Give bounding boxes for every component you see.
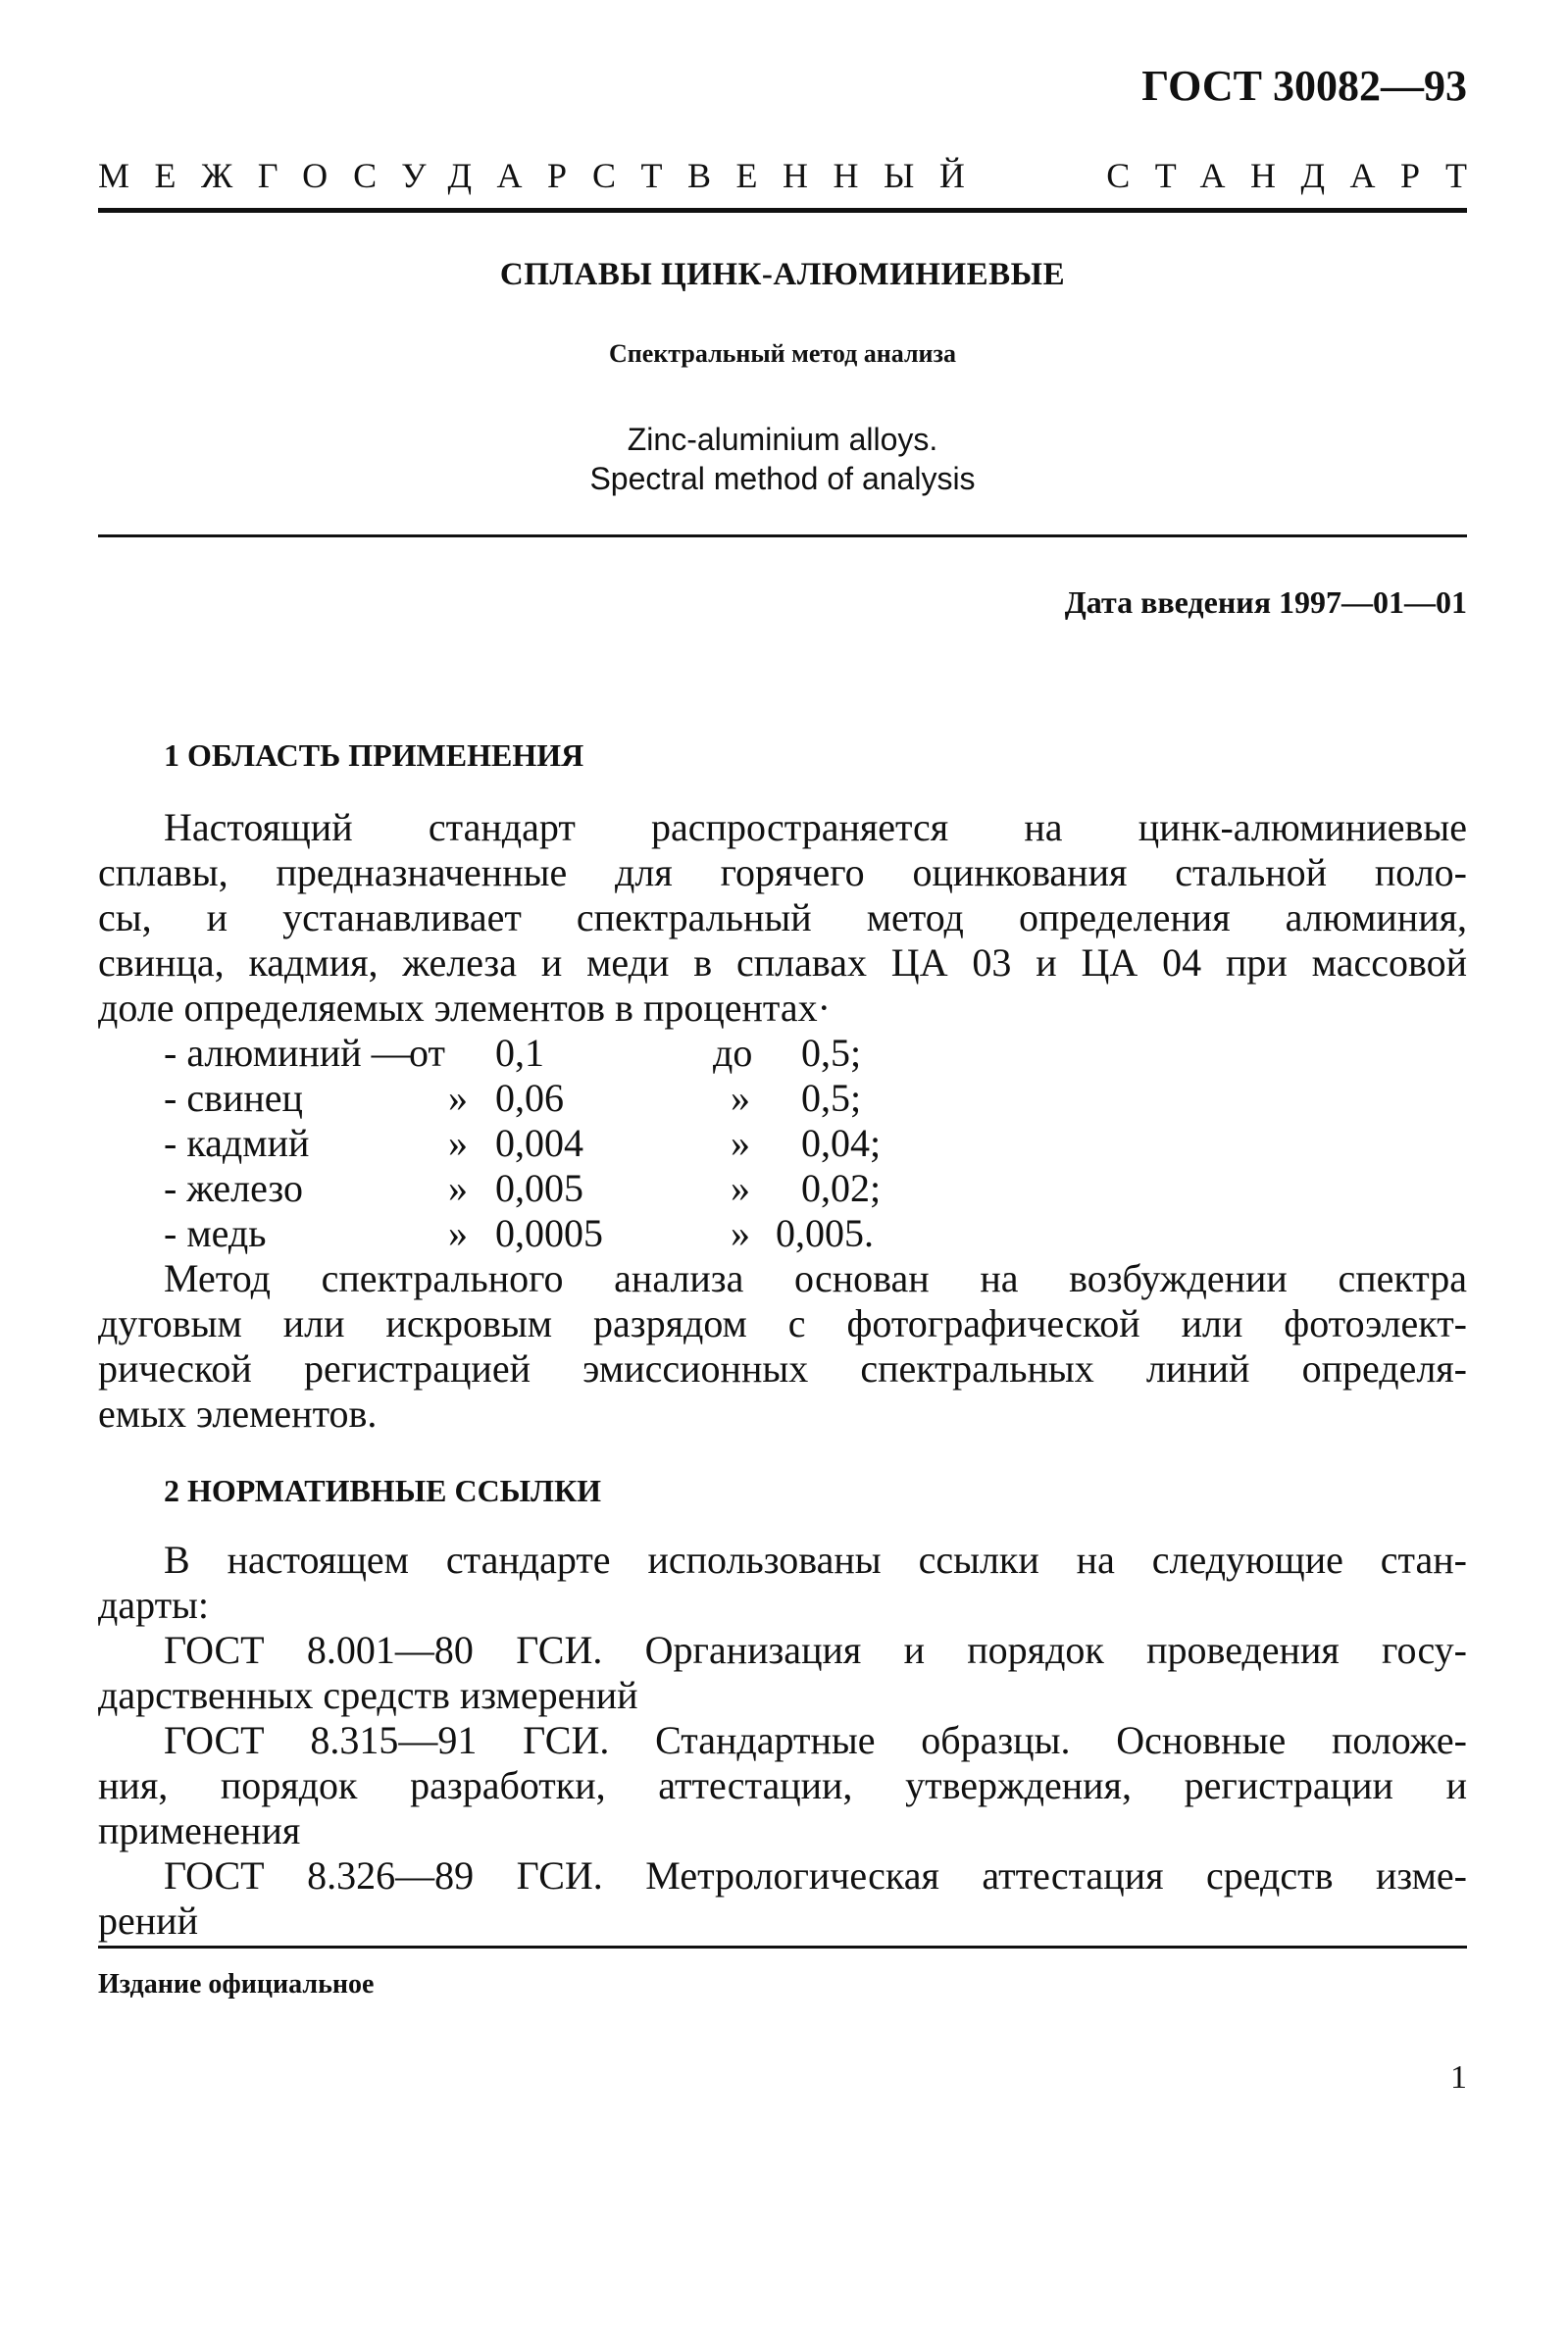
interstate-standard-banner: [98, 155, 1492, 196]
page-number: 1: [1450, 2059, 1467, 2096]
range-to-value: 0,02;: [801, 1166, 882, 1210]
range-row-iron: [164, 1166, 1046, 1211]
header-rule: [98, 208, 1467, 213]
text-line: сплавы, предназначенные для горячего оцинкования стальной поло-: [98, 850, 1467, 894]
range-to-value: 0,5;: [801, 1031, 862, 1075]
range-from-word: от: [409, 1031, 445, 1075]
standard-word: СТАНДАРТ: [1106, 156, 1492, 195]
text-line: дуговым или искровым разрядом с фотографической или фотоэлект-: [98, 1301, 1467, 1345]
text-line: дарственных средств измерений: [98, 1673, 638, 1717]
range-from-value: 0,005: [495, 1166, 583, 1210]
text-line: В настоящем стандарте использованы ссылки на следующие стан-: [164, 1538, 1467, 1582]
english-title-line: Zinc-aluminium alloys.: [627, 422, 938, 457]
reference-gost-8-315: [98, 1718, 1467, 1853]
introduction-date: Дата введения 1997—01—01: [1064, 584, 1467, 620]
range-row-copper: [164, 1211, 1046, 1256]
range-from-word: »: [448, 1211, 468, 1255]
element-name: - свинец: [164, 1076, 303, 1120]
references-intro: [98, 1538, 1467, 1628]
text-line: сы, и устанавливает спектральный метод определения алюминия,: [98, 895, 1467, 939]
text-line: свинца, кадмия, железа и меди в сплавах ЦА 03 и ЦА 04 при массовой: [98, 940, 1467, 985]
text-line: применения: [98, 1808, 301, 1852]
text-line: ГОСТ 8.315—91 ГСИ. Стандартные образцы. Основные положе-: [164, 1718, 1467, 1762]
range-row-aluminium: [164, 1031, 1046, 1076]
range-from-word: »: [448, 1166, 468, 1210]
range-to-word: »: [731, 1211, 750, 1255]
range-row-lead: [164, 1076, 1046, 1121]
range-to-value: 0,04;: [801, 1121, 882, 1165]
element-name: - медь: [164, 1211, 267, 1255]
scope-paragraph: [98, 805, 1467, 1031]
english-title-line: Spectral method of analysis: [589, 461, 976, 496]
text-line: доле определяемых элементов в процентах·: [98, 986, 831, 1030]
reference-gost-8-001: [98, 1628, 1467, 1718]
element-ranges-list: [164, 1031, 1046, 1256]
text-line: ГОСТ 8.001—80 ГСИ. Организация и порядок проведения госу-: [164, 1628, 1467, 1672]
range-to-word: »: [731, 1121, 750, 1165]
range-from-value: 0,1: [495, 1031, 544, 1075]
range-row-cadmium: [164, 1121, 1046, 1166]
title-rule: [98, 534, 1467, 537]
document-subtitle: Спектральный метод анализа: [609, 339, 956, 368]
footer-rule: [98, 1946, 1467, 1949]
section-heading-references: 2 НОРМАТИВНЫЕ ССЫЛКИ: [164, 1473, 602, 1508]
text-line: ГОСТ 8.326—89 ГСИ. Метрологическая аттестация средств изме-: [164, 1853, 1467, 1898]
text-line: емых элементов.: [98, 1392, 378, 1436]
text-line: рической регистрацией эмиссионных спектральных линий определя-: [98, 1346, 1467, 1391]
document-page: [98, 0, 1492, 2330]
range-to-value: 0,005.: [776, 1211, 874, 1255]
english-title: [98, 420, 1467, 498]
range-to-word: »: [731, 1076, 750, 1120]
edition-note: Издание официальное: [98, 1969, 375, 2000]
text-line: Метод спектрального анализа основан на возбуждении спектра: [164, 1256, 1467, 1300]
range-from-word: »: [448, 1076, 468, 1120]
range-from-value: 0,06: [495, 1076, 564, 1120]
range-from-value: 0,004: [495, 1121, 583, 1165]
element-name: - алюминий —: [164, 1031, 411, 1075]
range-to-value: 0,5;: [801, 1076, 862, 1120]
reference-gost-8-326: [98, 1853, 1467, 1944]
text-line: рений: [98, 1899, 198, 1943]
section-heading-scope: 1 ОБЛАСТЬ ПРИМЕНЕНИЯ: [164, 737, 584, 773]
range-to-word: »: [731, 1166, 750, 1210]
range-from-word: »: [448, 1121, 468, 1165]
text-line: Настоящий стандарт распространяется на цинк-алюминиевые: [164, 805, 1467, 849]
element-name: - железо: [164, 1166, 303, 1210]
text-line: ния, порядок разработки, аттестации, утверждения, регистрации и: [98, 1763, 1467, 1807]
document-title: СПЛАВЫ ЦИНК-АЛЮМИНИЕВЫЕ: [499, 257, 1066, 292]
element-name: - кадмий: [164, 1121, 310, 1165]
interstate-word: МЕЖГОСУДАРСТВЕННЫЙ: [98, 156, 990, 195]
method-paragraph: [98, 1256, 1467, 1437]
range-to-word: до: [713, 1031, 753, 1075]
standard-code: ГОСТ 30082—93: [1141, 62, 1467, 110]
range-from-value: 0,0005: [495, 1211, 603, 1255]
text-line: дарты:: [98, 1583, 210, 1627]
